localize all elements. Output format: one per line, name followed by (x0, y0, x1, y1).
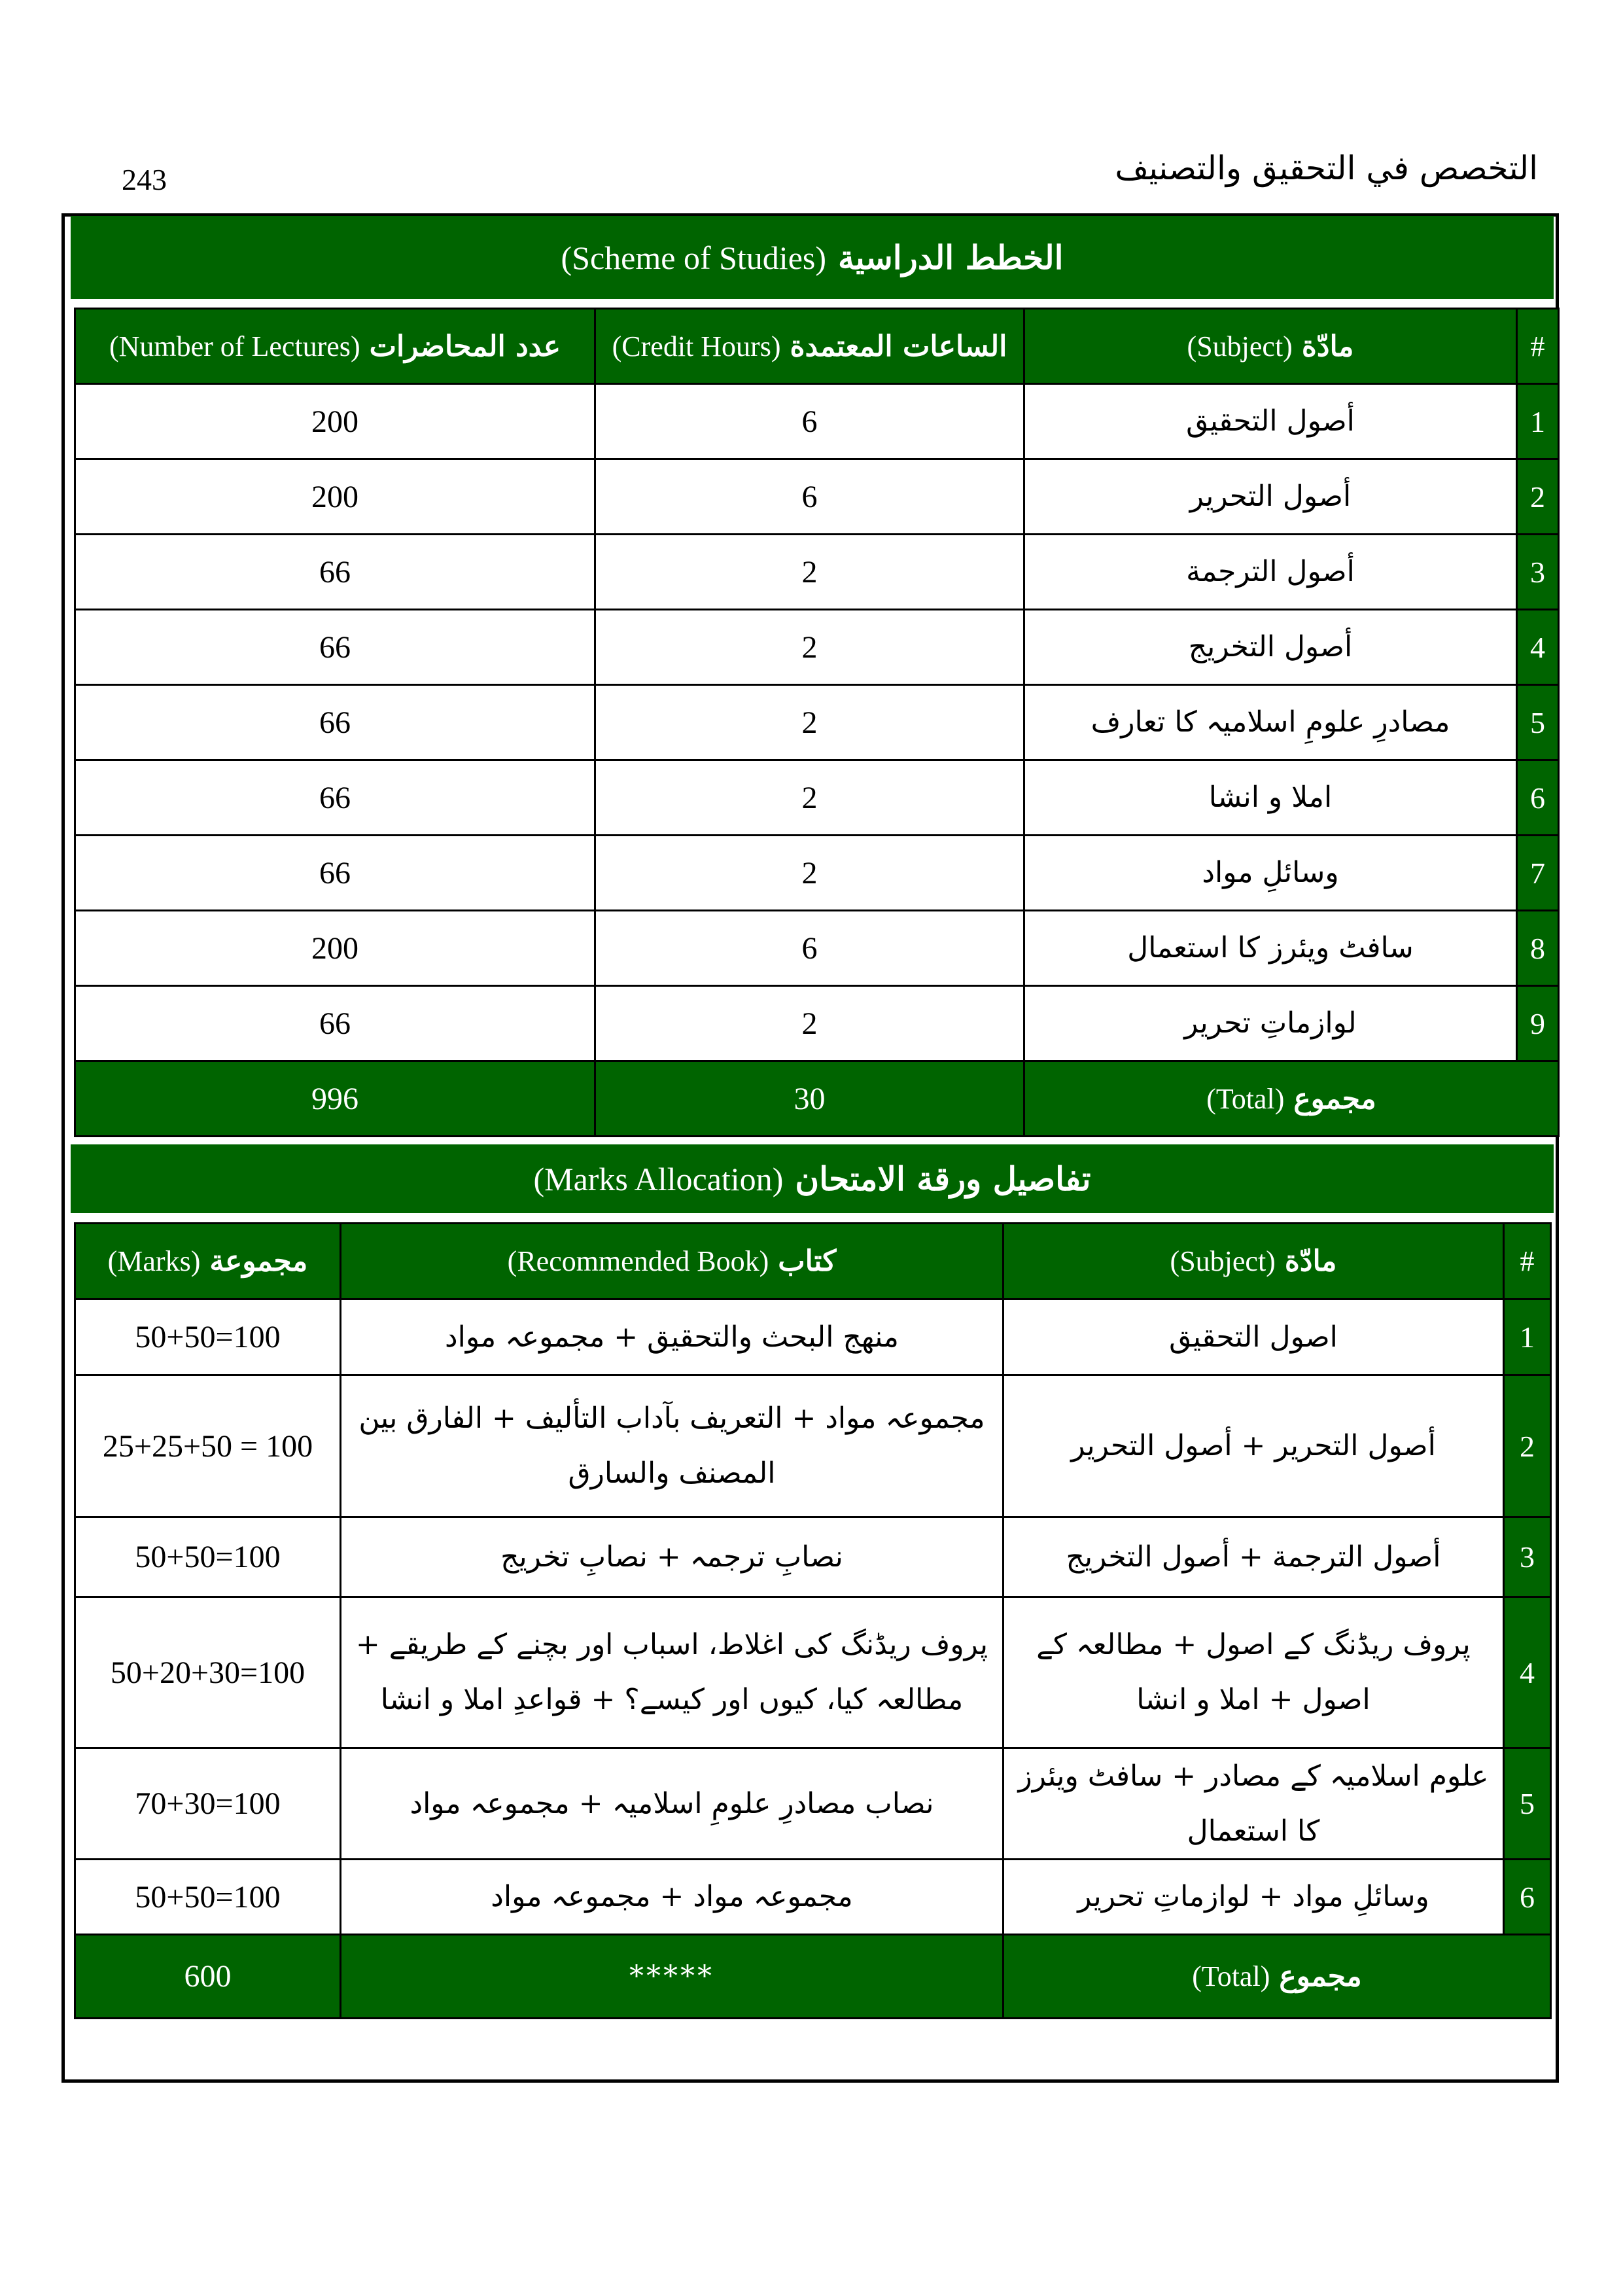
running-title: التخصص في التحقيق والتصنيف (1115, 149, 1538, 187)
marks-cell: 100=50+50 (75, 1299, 341, 1375)
credit-hours-cell: 2 (595, 986, 1024, 1061)
scheme-header-row (75, 309, 1559, 384)
subject-cell: أصول التحقيق (1024, 384, 1517, 459)
marks-table (74, 1222, 1552, 2019)
credit-hours-cell: 6 (595, 459, 1024, 535)
page-number: 243 (122, 163, 167, 196)
subject-cell: أصول التحرير (1024, 459, 1517, 535)
marks-row (75, 1597, 1551, 1748)
marks-row (75, 1299, 1551, 1375)
subject-cell: أصول الترجمة (1024, 535, 1517, 610)
col-subject-header: مادّة (Subject) (1003, 1224, 1504, 1299)
marks-header-row (75, 1224, 1551, 1299)
col-marks-header: مجموعة (Marks) (75, 1224, 341, 1299)
subject-cell: علوم اسلامیہ کے مصادر + سافٹ ویئرز کا استعمال (1003, 1748, 1504, 1860)
scheme-row (75, 535, 1559, 610)
subject-cell: أصول الترجمة + أصول التخريج (1003, 1517, 1504, 1597)
col-index-header: # (1517, 309, 1559, 384)
total-book-placeholder: ***** (341, 1935, 1003, 2019)
credit-hours-cell: 6 (595, 384, 1024, 459)
scheme-title-banner (71, 216, 1554, 299)
row-index: 5 (1517, 685, 1559, 760)
row-index: 4 (1517, 610, 1559, 685)
lectures-cell: 200 (75, 459, 595, 535)
lectures-cell: 66 (75, 836, 595, 911)
marks-cell: 100=70+30 (75, 1748, 341, 1860)
col-subject-header: مادّة (Subject) (1024, 309, 1517, 384)
marks-title-banner (71, 1144, 1554, 1213)
marks-cell: 100=50+50 (75, 1860, 341, 1935)
book-cell: نصابِ ترجمہ + نصابِ تخریج (341, 1517, 1003, 1597)
marks-title-ar: تفاصيل ورقة الامتحان (795, 1159, 1091, 1198)
book-cell: منهج البحث والتحقيق + مجموعہ مواد (341, 1299, 1003, 1375)
scheme-row (75, 384, 1559, 459)
lectures-cell: 66 (75, 986, 595, 1061)
marks-row (75, 1748, 1551, 1860)
subject-cell: املا و انشا (1024, 760, 1517, 836)
row-index: 3 (1517, 535, 1559, 610)
row-index: 8 (1517, 911, 1559, 986)
row-index: 2 (1504, 1375, 1551, 1517)
total-marks: 600 (75, 1935, 341, 2019)
scheme-title-ar: الخطط الدراسية (838, 238, 1064, 277)
marks-cell: 100=50+20+30 (75, 1597, 341, 1748)
subject-cell: وسائلِ مواد (1024, 836, 1517, 911)
book-cell: پروف ریڈنگ کی اغلاط، اسباب اور بچنے کے طریقے + مطالعہ کیا، کیوں اور کیسے؟ + قواعدِ املا و انشا (341, 1597, 1003, 1748)
total-label: مجموع (Total) (1024, 1061, 1559, 1137)
marks-cell: 100 = 25+25+50 (75, 1375, 341, 1517)
credit-hours-cell: 2 (595, 760, 1024, 836)
credit-hours-cell: 2 (595, 836, 1024, 911)
credit-hours-cell: 2 (595, 685, 1024, 760)
row-index: 3 (1504, 1517, 1551, 1597)
row-index: 9 (1517, 986, 1559, 1061)
lectures-cell: 66 (75, 760, 595, 836)
row-index: 6 (1517, 760, 1559, 836)
col-credit-hours-header: الساعات المعتمدة (Credit Hours) (595, 309, 1024, 384)
scheme-row (75, 836, 1559, 911)
lectures-cell: 200 (75, 911, 595, 986)
total-label: مجموع (Total) (1003, 1935, 1551, 2019)
lectures-cell: 66 (75, 535, 595, 610)
subject-cell: پروف ریڈنگ کے اصول + مطالعہ کے اصول + املا و انشا (1003, 1597, 1504, 1748)
total-lectures: 996 (75, 1061, 595, 1137)
marks-cell: 100=50+50 (75, 1517, 341, 1597)
subject-cell: أصول التحرير + أصول التحرير (1003, 1375, 1504, 1517)
scheme-row (75, 459, 1559, 535)
lectures-cell: 66 (75, 685, 595, 760)
lectures-cell: 200 (75, 384, 595, 459)
lectures-cell: 66 (75, 610, 595, 685)
scheme-row (75, 986, 1559, 1061)
scheme-table (74, 308, 1560, 1137)
subject-cell: وسائلِ مواد + لوازماتِ تحریر (1003, 1860, 1504, 1935)
credit-hours-cell: 6 (595, 911, 1024, 986)
row-index: 1 (1504, 1299, 1551, 1375)
credit-hours-cell: 2 (595, 610, 1024, 685)
marks-title-en: (Marks Allocation) (533, 1160, 784, 1197)
subject-cell: أصول التخريج (1024, 610, 1517, 685)
row-index: 5 (1504, 1748, 1551, 1860)
row-index: 7 (1517, 836, 1559, 911)
subject-cell: سافٹ ویئرز کا استعمال (1024, 911, 1517, 986)
marks-total-row (75, 1935, 1551, 2019)
col-index-header: # (1504, 1224, 1551, 1299)
subject-cell: مصادرِ علومِ اسلامیہ کا تعارف (1024, 685, 1517, 760)
scheme-total-row (75, 1061, 1559, 1137)
col-lectures-header: عدد المحاضرات (Number of Lectures) (75, 309, 595, 384)
total-credit-hours: 30 (595, 1061, 1024, 1137)
book-cell: مجموعہ مواد + التعريف بآداب التأليف + الفارق بين المصنف والسارق (341, 1375, 1003, 1517)
marks-row (75, 1860, 1551, 1935)
row-index: 4 (1504, 1597, 1551, 1748)
book-cell: نصاب مصادرِ علومِ اسلامیہ + مجموعہ مواد (341, 1748, 1003, 1860)
subject-cell: لوازماتِ تحریر (1024, 986, 1517, 1061)
row-index: 2 (1517, 459, 1559, 535)
marks-row (75, 1517, 1551, 1597)
scheme-title-en: (Scheme of Studies) (561, 239, 826, 276)
row-index: 1 (1517, 384, 1559, 459)
scheme-row (75, 760, 1559, 836)
credit-hours-cell: 2 (595, 535, 1024, 610)
scheme-row (75, 685, 1559, 760)
marks-row (75, 1375, 1551, 1517)
book-cell: مجموعہ مواد + مجموعہ مواد (341, 1860, 1003, 1935)
subject-cell: اصول التحقیق (1003, 1299, 1504, 1375)
scheme-row (75, 911, 1559, 986)
scheme-row (75, 610, 1559, 685)
row-index: 6 (1504, 1860, 1551, 1935)
col-book-header: كتاب (Recommended Book) (341, 1224, 1003, 1299)
